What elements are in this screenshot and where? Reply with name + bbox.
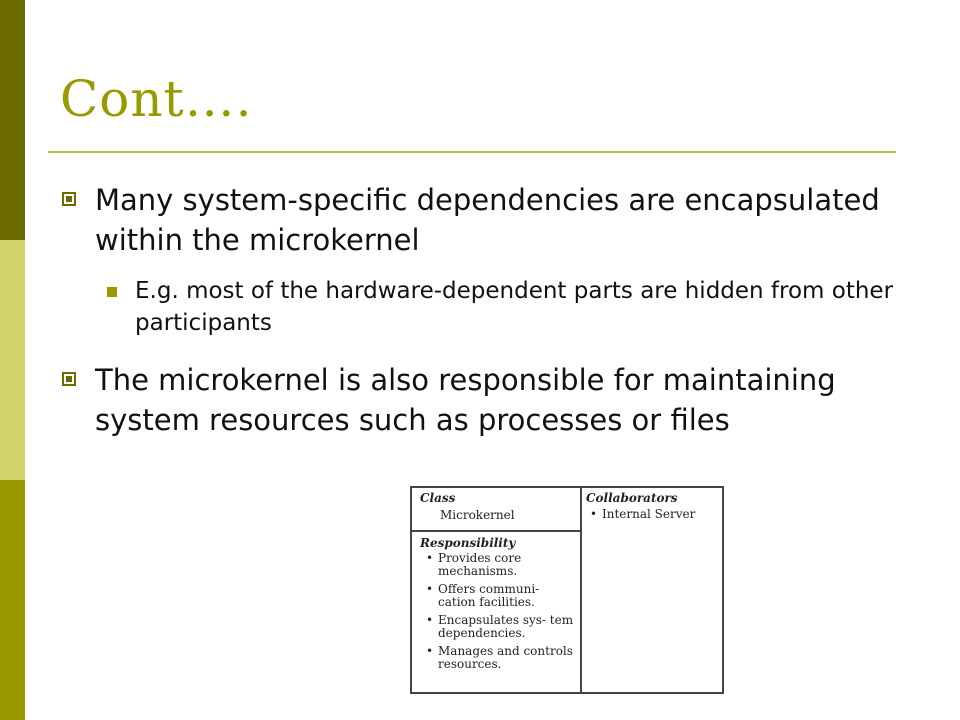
collaborator-item bbox=[590, 507, 742, 521]
title-underline bbox=[48, 151, 896, 153]
sidebar-band-dark bbox=[0, 0, 25, 240]
sidebar-band-light bbox=[0, 240, 25, 480]
responsibility-text: Manages and controls resources. bbox=[438, 644, 573, 671]
bullet-text: The microkernel is also responsible for maintaining system resources such as processes or files bbox=[95, 363, 836, 437]
card-vertical-divider bbox=[580, 488, 582, 692]
responsibility-label: Responsibility bbox=[420, 536, 516, 550]
responsibility-text: Provides core mechanisms. bbox=[438, 551, 522, 578]
square-bullet-icon bbox=[62, 192, 76, 206]
collaborator-text: Internal Server bbox=[602, 507, 696, 521]
crc-card bbox=[410, 486, 724, 694]
small-square-bullet-icon bbox=[107, 287, 117, 297]
slide-title: Cont…. bbox=[60, 70, 253, 128]
responsibility-item bbox=[426, 644, 578, 671]
responsibility-text: Offers communi- cation facilities. bbox=[438, 582, 540, 609]
bullet-item bbox=[95, 360, 895, 440]
responsibility-item bbox=[426, 551, 578, 578]
bullet-dot-icon: • bbox=[590, 507, 598, 521]
bullet-item bbox=[95, 180, 895, 260]
responsibility-item bbox=[426, 582, 578, 609]
card-horizontal-divider bbox=[412, 530, 580, 532]
bullet-dot-icon: • bbox=[426, 582, 434, 596]
responsibility-item bbox=[426, 613, 578, 640]
sub-bullet-text: E.g. most of the hardware-dependent parts are hidden from other participants bbox=[135, 278, 894, 336]
class-value: Microkernel bbox=[440, 508, 515, 522]
sidebar-decoration bbox=[0, 0, 25, 720]
bullet-dot-icon: • bbox=[426, 613, 434, 627]
bullet-text: Many system-specific dependencies are encapsulated within the microkernel bbox=[95, 183, 880, 257]
sidebar-band-mid bbox=[0, 480, 25, 720]
bullet-dot-icon: • bbox=[426, 644, 434, 658]
collaborators-label: Collaborators bbox=[586, 491, 678, 505]
sub-bullet-item bbox=[135, 275, 915, 339]
square-bullet-icon bbox=[62, 372, 76, 386]
responsibility-text: Encapsulates sys- tem dependencies. bbox=[438, 613, 574, 640]
bullet-dot-icon: • bbox=[426, 551, 434, 565]
class-label: Class bbox=[420, 491, 456, 505]
